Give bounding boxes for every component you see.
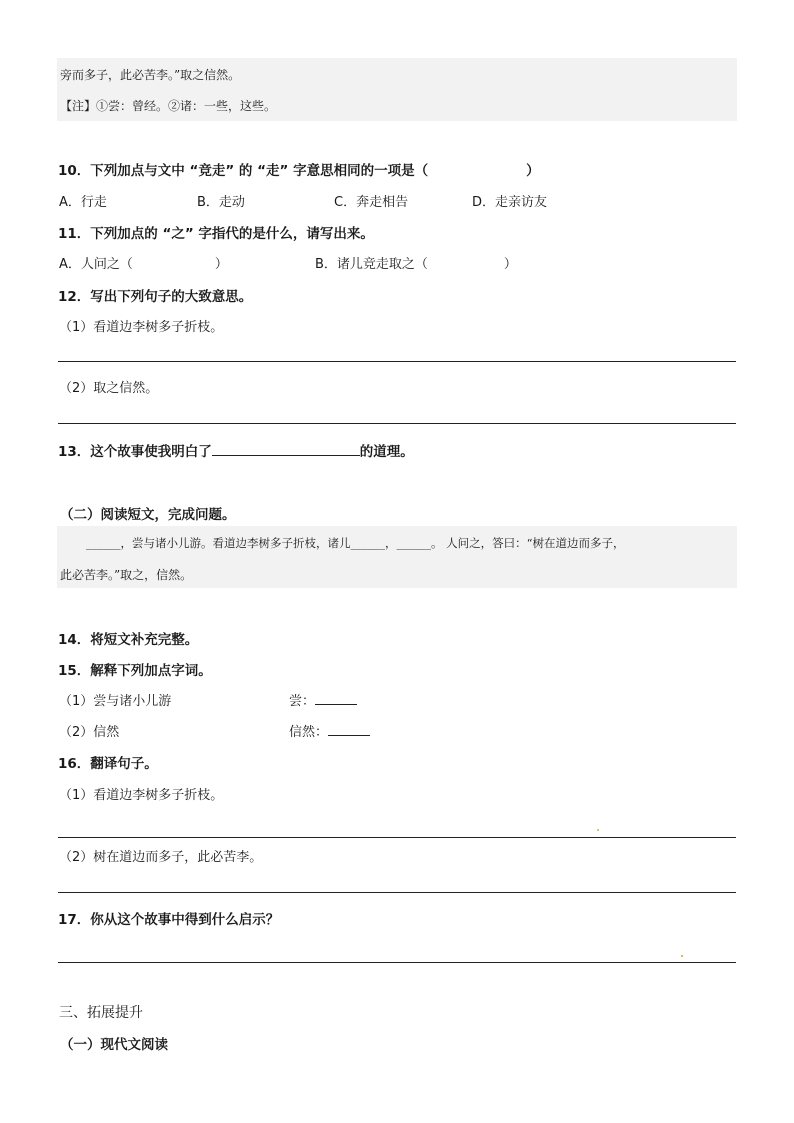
section-2-title: （二）阅读短文，完成问题。 — [60, 507, 236, 523]
question-12-item-1: （1）看道边李树多子折枝。 — [59, 320, 224, 335]
question-10-text: 10．下列加点与文中 “竞走” 的 “走” 字意思相同的一项是（ — [58, 163, 429, 179]
answer-line-12-2[interactable] — [58, 423, 736, 424]
scan-speck — [681, 955, 683, 957]
answer-blank-15-2[interactable] — [328, 735, 370, 736]
option-10-a[interactable]: A．行走 — [59, 195, 107, 210]
answer-blank-15-1[interactable] — [315, 704, 357, 705]
answer-line-16-1[interactable] — [58, 837, 736, 838]
question-17: 17．你从这个故事中得到什么启示？ — [58, 912, 280, 928]
option-10-b[interactable]: B．走动 — [197, 195, 245, 210]
question-12: 12．写出下列句子的大致意思。 — [58, 289, 253, 305]
question-11: 11．下列加点的 “之” 字指代的是什么，请写出来。 — [58, 226, 374, 242]
question-13: 13．这个故事使我明白了 的道理。 — [58, 444, 414, 460]
answer-line-12-1[interactable] — [58, 361, 736, 362]
question-15-word-2: 信然： — [289, 721, 370, 740]
section-3-title: 三、拓展提升 — [59, 1005, 143, 1021]
question-14: 14．将短文补充完整。 — [58, 632, 199, 648]
question-16-item-2: （2）树在道边而多子，此必苦李。 — [59, 850, 263, 865]
question-16: 16．翻译句子。 — [58, 756, 158, 772]
question-15: 15．解释下列加点字词。 — [58, 663, 212, 679]
answer-line-16-2[interactable] — [58, 892, 736, 893]
option-10-c[interactable]: C．奔走相告 — [334, 195, 409, 210]
section-3-subtitle: （一）现代文阅读 — [60, 1037, 168, 1053]
question-15-word-1: 尝： — [289, 690, 357, 709]
answer-line-17[interactable] — [58, 962, 736, 963]
question-10 — [58, 159, 540, 179]
passage-2-line-1: ______，尝与诸小儿游。看道边李树多子折枝，诸儿______，______。 人问之，答曰：“树在道边而多子， — [86, 536, 625, 550]
option-10-d[interactable]: D．走亲访友 — [472, 195, 548, 210]
passage-1-line: 旁而多子，此必苦李。”取之信然。 — [60, 68, 241, 82]
question-12-item-2: （2）取之信然。 — [59, 381, 159, 396]
scan-speck — [597, 829, 599, 831]
passage-2-line-2: 此必苦李。”取之，信然。 — [60, 568, 193, 582]
question-15-item-2: （2）信然 — [59, 725, 120, 740]
answer-11-a[interactable]: A．人问之（ ） — [59, 257, 228, 272]
question-16-item-1: （1）看道边李树多子折枝。 — [59, 788, 224, 803]
answer-11-b[interactable]: B．诸儿竞走取之（ ） — [315, 257, 517, 272]
question-15-item-1: （1）尝与诸小儿游 — [59, 694, 172, 709]
passage-1-note: 【注】①尝：曾经。②诸：一些，这些。 — [60, 99, 277, 113]
question-10-close: ） — [526, 163, 540, 179]
answer-blank-13[interactable] — [212, 455, 360, 456]
